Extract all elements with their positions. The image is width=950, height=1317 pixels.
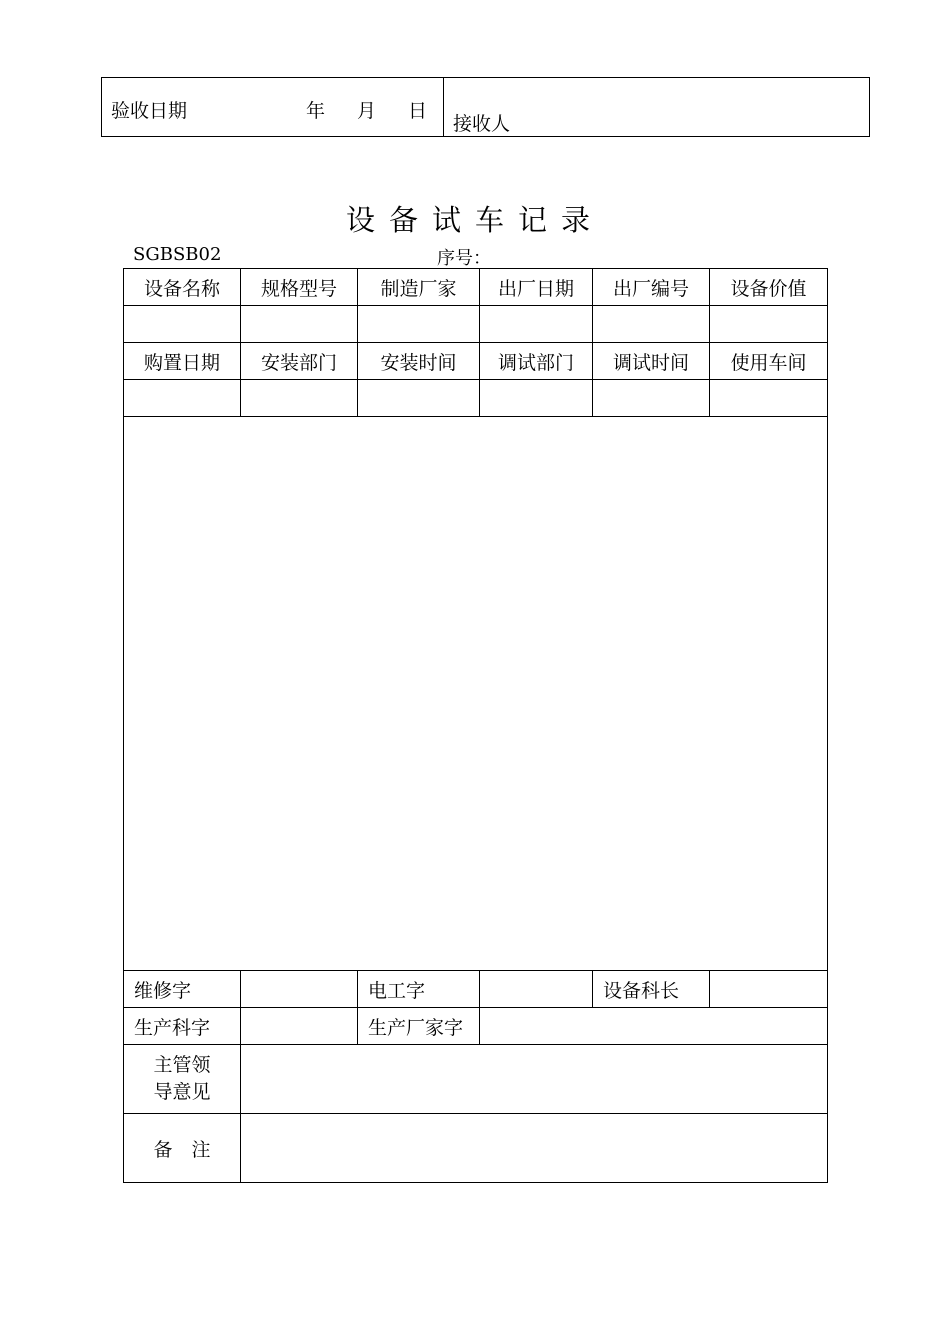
leader-opinion-label [124,1045,241,1114]
install-time-value[interactable] [358,380,480,417]
production-dept-sign-value[interactable] [241,1008,358,1045]
page-title: 设备试车记录 [345,203,604,237]
trial-run-record-table [123,268,828,1183]
acceptance-date-cell[interactable] [102,78,444,137]
equipment-value-value[interactable] [710,306,828,343]
equipment-name-value[interactable] [124,306,241,343]
header-cell: 安装时间 [358,343,480,380]
manufacturer-sign-label: 生产厂家字 [358,1008,480,1045]
electrician-sign-label: 电工字 [358,971,480,1008]
header-cell: 购置日期 [124,343,241,380]
month-label: 月 [357,100,377,122]
debug-dept-value[interactable] [480,380,593,417]
model-value[interactable] [241,306,358,343]
trial-run-record-area[interactable] [124,417,828,971]
acceptance-table [101,77,870,137]
signature-row-1 [124,971,828,1008]
leader-opinion-value[interactable] [241,1045,828,1114]
header-cell: 设备价值 [710,269,828,306]
header-cell: 安装部门 [241,343,358,380]
leader-opinion-label-line1: 主管领 [153,1054,211,1076]
production-dept-sign-label: 生产科字 [124,1008,241,1045]
leader-opinion-row [124,1045,828,1114]
header-cell: 规格型号 [241,269,358,306]
header-cell: 使用车间 [710,343,828,380]
header-cell: 出厂编号 [593,269,710,306]
signature-row-2 [124,1008,828,1045]
install-dept-value[interactable] [241,380,358,417]
equipment-chief-label: 设备科长 [593,971,710,1008]
remarks-value[interactable] [241,1114,828,1183]
acceptance-date-label: 验收日期 [111,100,188,122]
equipment-chief-value[interactable] [710,971,828,1008]
header-cell: 调试部门 [480,343,593,380]
header-row-2 [124,343,828,380]
day-label: 日 [408,100,428,122]
receiver-cell[interactable] [444,78,870,137]
maintenance-sign-label: 维修字 [124,971,241,1008]
form-code: SGBSB02 [133,244,222,265]
receiver-label: 接收人 [453,113,511,135]
manufacturer-value[interactable] [358,306,480,343]
manufacturer-sign-value[interactable] [480,1008,828,1045]
year-label: 年 [306,100,326,122]
factory-date-value[interactable] [480,306,593,343]
header-cell: 设备名称 [124,269,241,306]
header-cell: 制造厂家 [358,269,480,306]
remarks-row [124,1114,828,1183]
leader-opinion-label-line2: 导意见 [153,1081,211,1103]
value-row-1 [124,306,828,343]
serial-label: 序号： [437,248,491,269]
record-body-row [124,417,828,971]
remarks-label: 备 注 [124,1114,241,1183]
workshop-value[interactable] [710,380,828,417]
header-cell: 出厂日期 [480,269,593,306]
electrician-sign-value[interactable] [480,971,593,1008]
value-row-2 [124,380,828,417]
purchase-date-value[interactable] [124,380,241,417]
debug-time-value[interactable] [593,380,710,417]
header-row-1 [124,269,828,306]
header-cell: 调试时间 [593,343,710,380]
maintenance-sign-value[interactable] [241,971,358,1008]
factory-number-value[interactable] [593,306,710,343]
